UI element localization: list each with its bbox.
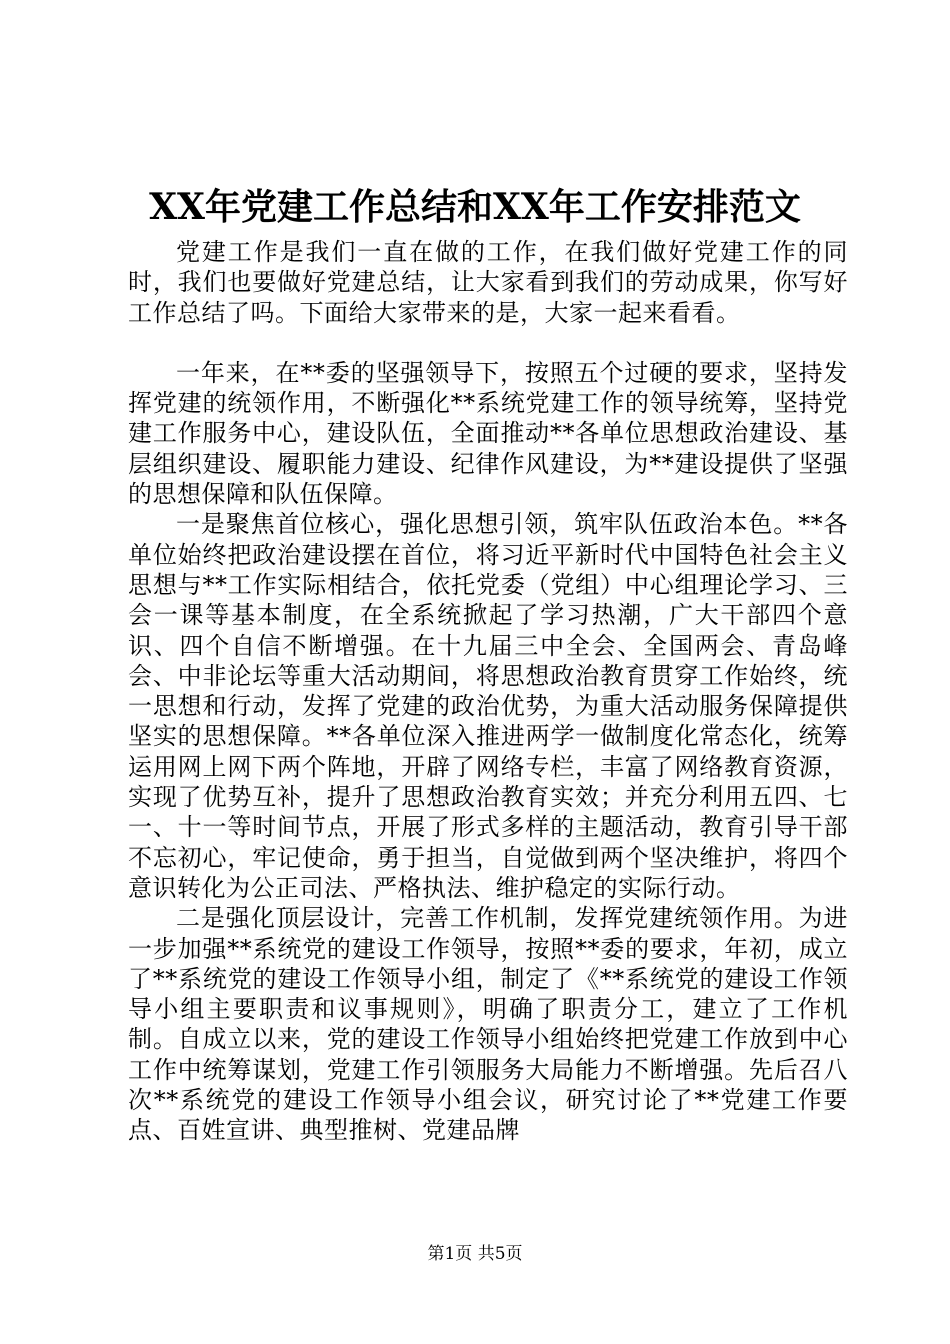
paragraph-gap [128,328,848,358]
body-paragraph-3: 二是强化顶层设计，完善工作机制，发挥党建统领作用。为进一步加强**系统党的建设工作领导，按照**委的要求，年初，成立了**系统党的建设工作领导小组，制定了《**系统党的建设工作领导小组主要职责和议事规则》，明确了职责分工，建立了工作机制。自成立以来，党的建设工作领导小组始终把党建工作放到中心工作中统筹谋划，党建工作引领服务大局能力不断增强。先后召八次**系统党的建设工作领导小组会议，研究讨论了**党建工作要点、百姓宣讲、典型推树、党建品牌 [128,904,848,1145]
body-paragraph-1: 一年来，在**委的坚强领导下，按照五个过硬的要求，坚持发挥党建的统领作用，不断强化**系统党建工作的领导统筹，坚持党建工作服务中心，建设队伍，全面推动**各单位思想政治建设、基层组织建设、履职能力建设、纪律作风建设，为**建设提供了坚强的思想保障和队伍保障。 [128,358,848,509]
body-paragraph-2: 一是聚焦首位核心，强化思想引领，筑牢队伍政治本色。**各单位始终把政治建设摆在首位，将习近平新时代中国特色社会主义思想与**工作实际相结合，依托党委（党组）中心组理论学习、三会一课等基本制度，在全系统掀起了学习热潮，广大干部四个意识、四个自信不断增强。在十九届三中全会、全国两会、青岛峰会、中非论坛等重大活动期间，将思想政治教育贯穿工作始终，统一思想和行动，发挥了党建的政治优势，为重大活动服务保障提供坚实的思想保障。**各单位深入推进两学一做制度化常态化，统筹运用网上网下两个阵地，开辟了网络专栏，丰富了网络教育资源，实现了优势互补，提升了思想政治教育实效；并充分利用五四、七一、十一等时间节点，开展了形式多样的主题活动，教育引导干部不忘初心，牢记使命，勇于担当，自觉做到两个坚决维护，将四个意识转化为公正司法、严格执法、维护稳定的实际行动。 [128,510,848,902]
document-body [128,237,848,1146]
document-title: XX年党建工作总结和XX年工作安排范文 [149,186,801,228]
intro-paragraph: 党建工作是我们一直在做的工作，在我们做好党建工作的同时，我们也要做好党建总结，让大家看到我们的劳动成果，你写好工作总结了吗。下面给大家带来的是，大家一起来看看。 [128,238,848,327]
page-number-footer: 第1页 共5页 [427,1244,523,1264]
